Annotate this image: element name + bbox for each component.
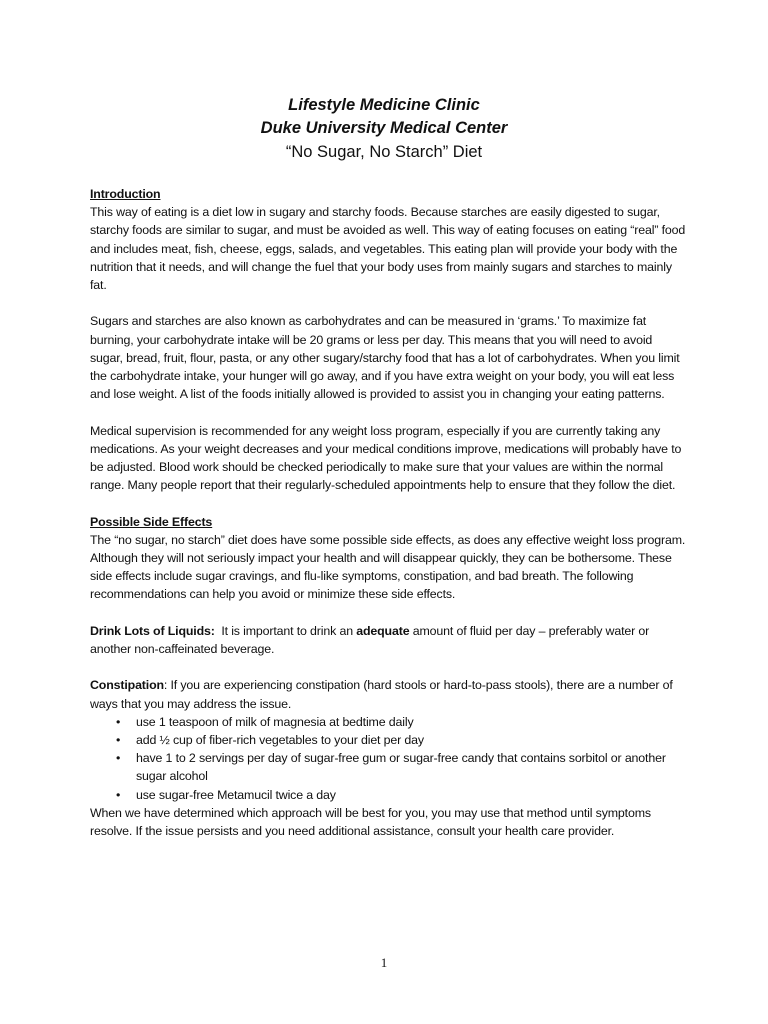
side-effects-heading: Possible Side Effects [90, 514, 213, 529]
list-item-text: use 1 teaspoon of milk of magnesia at bedtime daily [136, 714, 414, 729]
constipation-label: Constipation [90, 678, 164, 693]
constipation-closing-paragraph: When we have determined which approach will be best for you, you may use that method until symptoms resolve. If the issue persists and you need additional assistance, consult your health care provider. [90, 805, 651, 839]
list-item [90, 731, 686, 749]
list-item-text: use sugar-free Metamucil twice a day [136, 787, 336, 802]
clinic-name: Lifestyle Medicine Clinic [288, 96, 480, 114]
constipation-intro: : If you are experiencing constipation (hard stools or hard-to-pass stools), there are a number of ways that you may address the issue. [90, 678, 673, 711]
side-effects-section [90, 513, 686, 604]
introduction-section [90, 185, 686, 494]
bullet-icon: • [116, 751, 121, 766]
liquids-bold-word: adequate [356, 623, 410, 638]
constipation-list [90, 713, 686, 804]
document-title: “No Sugar, No Starch” Diet [285, 143, 483, 161]
constipation-intro-paragraph [90, 676, 686, 712]
bullet-icon: • [116, 714, 121, 729]
introduction-heading: Introduction [90, 187, 161, 201]
list-item [90, 786, 686, 804]
constipation-section [90, 676, 686, 840]
bullet-icon: • [116, 787, 121, 802]
list-item [90, 713, 686, 731]
list-item [90, 749, 686, 785]
introduction-paragraph-3: Medical supervision is recommended for any weight loss program, especially if you are currently taking any medications. As your weight decreases and your medical conditions improve, medications will probably have to be adjusted. Blood work should be checked periodically to make sure that your values are within the normal range. Many people report that their regularly-scheduled appointments help to ensure that they follow the diet. [90, 423, 682, 493]
liquids-text-after: amount of fluid per day – preferably water or another non-caffeinated beverage. [90, 623, 650, 657]
liquids-label: Drink Lots of Liquids: [90, 623, 215, 638]
institution-name: Duke University Medical Center [260, 119, 508, 137]
liquids-paragraph [90, 622, 686, 658]
list-item-text: add ½ cup of fiber-rich vegetables to your diet per day [136, 733, 424, 748]
bullet-icon: • [116, 733, 121, 748]
page-number: 1 [380, 955, 388, 970]
list-item-text: have 1 to 2 servings per day of sugar-free gum or sugar-free candy that contains sorbitol or another sugar alcohol [136, 751, 666, 784]
introduction-paragraph-1: This way of eating is a diet low in sugary and starchy foods. Because starches are easily digested to sugar, starchy foods are similar to sugar, and must be avoided as well. This way of eating focuses on eating “real” food and includes meat, fish, cheese, eggs, salads, and vegetables. This eating plan will provide your body with the nutrition that it needs, and will change the fuel that your body uses from mainly sugars and starches to mainly fat. [90, 205, 686, 293]
side-effects-paragraph: The “no sugar, no starch” diet does have some possible side effects, as does any effective weight loss program. Although they will not seriously impact your health and will disappear quickly, they can be bothersome. These side effects include sugar cravings, and flu-like symptoms, constipation, and bad breath. The following recommendations can help you avoid or minimize these side effects. [90, 532, 686, 602]
introduction-paragraph-2: Sugars and starches are also known as carbohydrates and can be measured in ‘grams.’ To maximize fat burning, your carbohydrate intake will be 20 grams or less per day. This means that you will need to avoid sugar, bread, fruit, flour, pasta, or any other sugary/starchy food that has a lot of carbohydrates. When you limit the carbohydrate intake, your hunger will go away, and if you have extra weight on your body, you will eat less and lose weight. A list of the foods initially allowed is provided to assist you in changing your eating patterns. [90, 314, 680, 402]
document-body [90, 185, 686, 858]
liquids-text-before: It is important to drink an [214, 623, 357, 638]
document-header [0, 94, 768, 165]
